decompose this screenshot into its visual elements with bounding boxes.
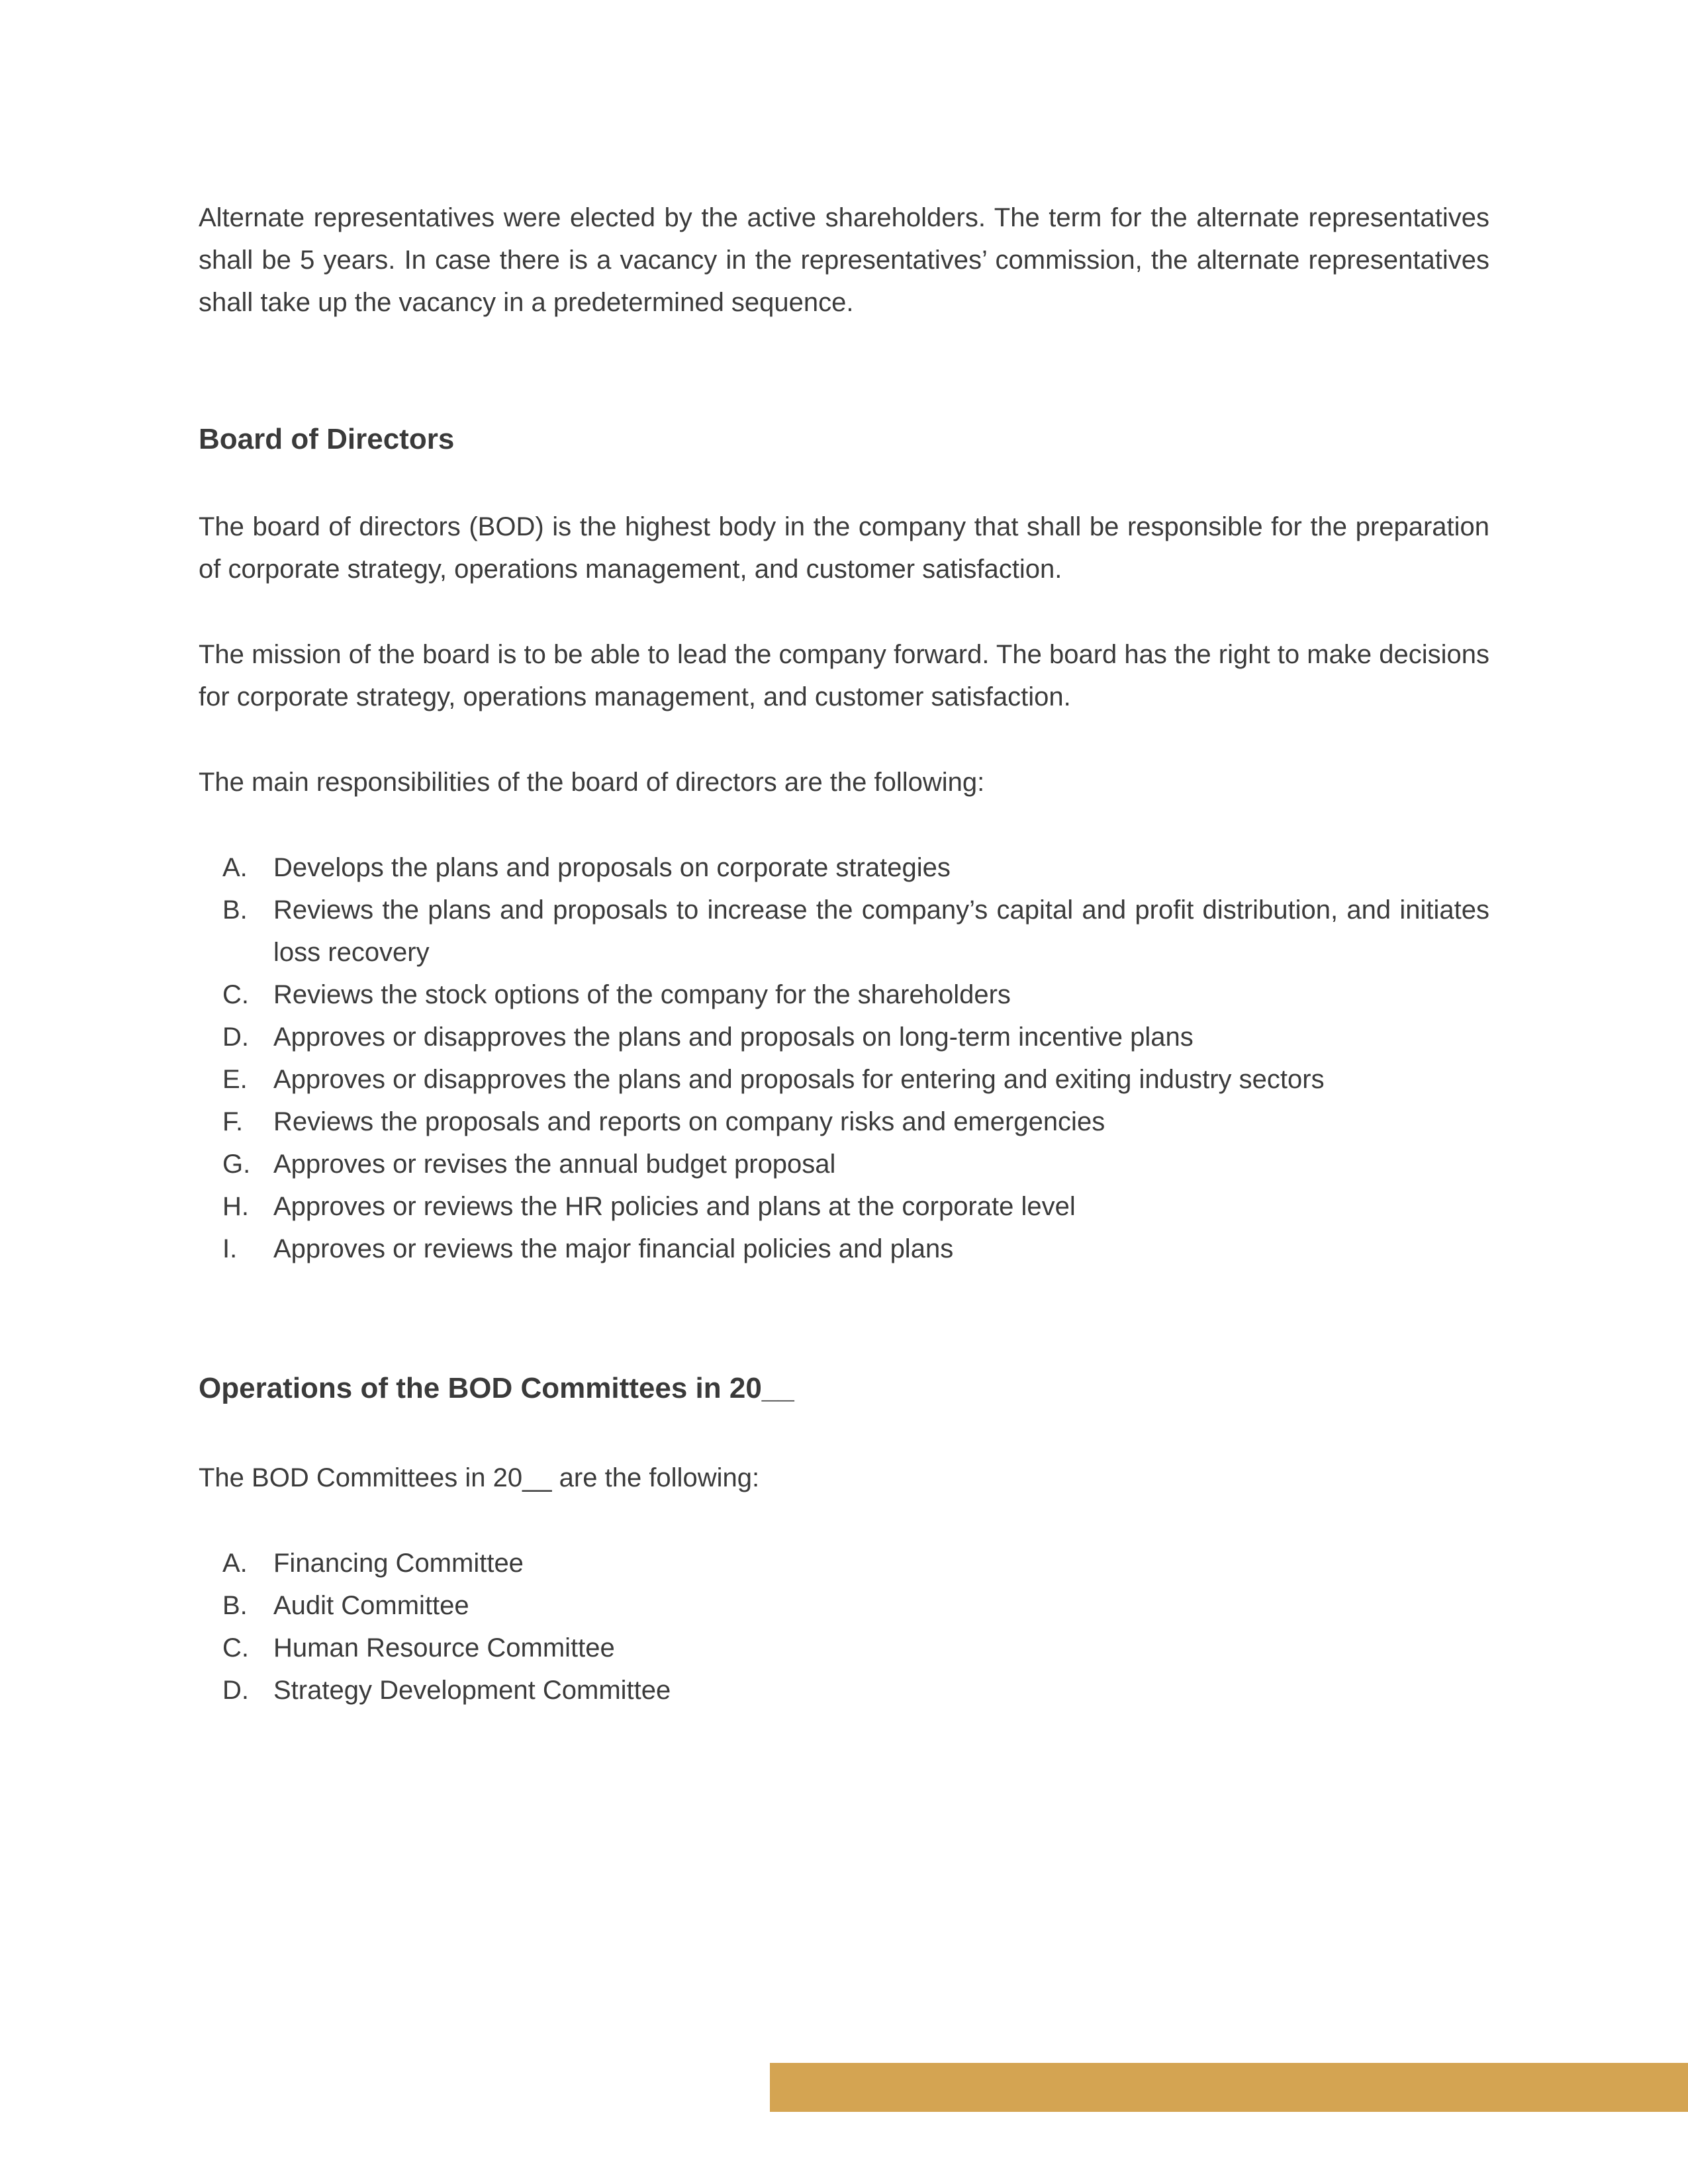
list-item-text: Approves or disapproves the plans and proposals on long-term incentive plans xyxy=(273,1023,1194,1052)
list-marker: H. xyxy=(222,1192,249,1221)
list-marker: C. xyxy=(222,980,249,1009)
list-item-text: Reviews the plans and proposals to increase the company’s capital and profit distribution, and initiates loss recovery xyxy=(273,895,1489,967)
list-item xyxy=(199,974,1489,1016)
list-marker: B. xyxy=(222,895,248,925)
committees-heading: Operations of the BOD Committees in 20__ xyxy=(199,1372,794,1404)
list-item-text: Audit Committee xyxy=(273,1591,469,1620)
list-item xyxy=(199,1058,1489,1101)
responsibilities-intro: The main responsibilities of the board of directors are the following: xyxy=(199,768,985,797)
list-item-text: Approves or reviews the major financial policies and plans xyxy=(273,1234,954,1263)
list-item xyxy=(199,1016,1489,1058)
list-marker: I. xyxy=(222,1234,238,1263)
list-marker: B. xyxy=(222,1591,248,1620)
board-paragraph-2: The mission of the board is to be able to lead the company forward. The board has the right to make decisions for corporate strategy, operations management, and customer satisfaction. xyxy=(199,640,1489,711)
board-heading: Board of Directors xyxy=(199,423,455,455)
list-item xyxy=(199,1143,1489,1185)
list-item xyxy=(199,1101,1489,1143)
list-item-text: Approves or disapproves the plans and proposals for entering and exiting industry sectors xyxy=(273,1065,1325,1094)
list-marker: A. xyxy=(222,853,248,882)
list-marker: D. xyxy=(222,1676,249,1705)
list-item xyxy=(199,1627,1489,1669)
responsibilities-list xyxy=(199,846,1489,1270)
list-item xyxy=(199,1228,1489,1270)
committees-list xyxy=(199,1542,1489,1711)
list-item xyxy=(199,889,1489,974)
committees-intro: The BOD Committees in 20__ are the following: xyxy=(199,1463,760,1492)
list-item xyxy=(199,1669,1489,1711)
list-item xyxy=(199,1584,1489,1627)
list-marker: F. xyxy=(222,1107,244,1136)
list-marker: C. xyxy=(222,1633,249,1662)
list-item-text: Approves or revises the annual budget proposal xyxy=(273,1150,836,1179)
list-item-text: Human Resource Committee xyxy=(273,1633,615,1662)
list-item-text: Strategy Development Committee xyxy=(273,1676,671,1705)
list-item-text: Develops the plans and proposals on corporate strategies xyxy=(273,853,951,882)
list-marker: E. xyxy=(222,1065,248,1094)
board-paragraph-1: The board of directors (BOD) is the highest body in the company that shall be responsible for the preparation of corporate strategy, operations management, and customer satisfaction. xyxy=(199,512,1489,584)
list-marker: A. xyxy=(222,1549,248,1578)
list-item-text: Financing Committee xyxy=(273,1549,524,1578)
list-item xyxy=(199,1185,1489,1228)
intro-paragraph: Alternate representatives were elected by the active shareholders. The term for the alternate representatives shall be 5 years. In case there is a vacancy in the representatives’ commission, the alternate representatives shall take up the vacancy in a predetermined sequence. xyxy=(199,203,1489,317)
list-item xyxy=(199,846,1489,889)
footer-accent-bar xyxy=(770,2063,1688,2112)
list-item xyxy=(199,1542,1489,1584)
list-marker: G. xyxy=(222,1150,251,1179)
list-item-text: Reviews the proposals and reports on company risks and emergencies xyxy=(273,1107,1105,1136)
list-marker: D. xyxy=(222,1023,249,1052)
list-item-text: Approves or reviews the HR policies and plans at the corporate level xyxy=(273,1192,1076,1221)
list-item-text: Reviews the stock options of the company for the shareholders xyxy=(273,980,1011,1009)
